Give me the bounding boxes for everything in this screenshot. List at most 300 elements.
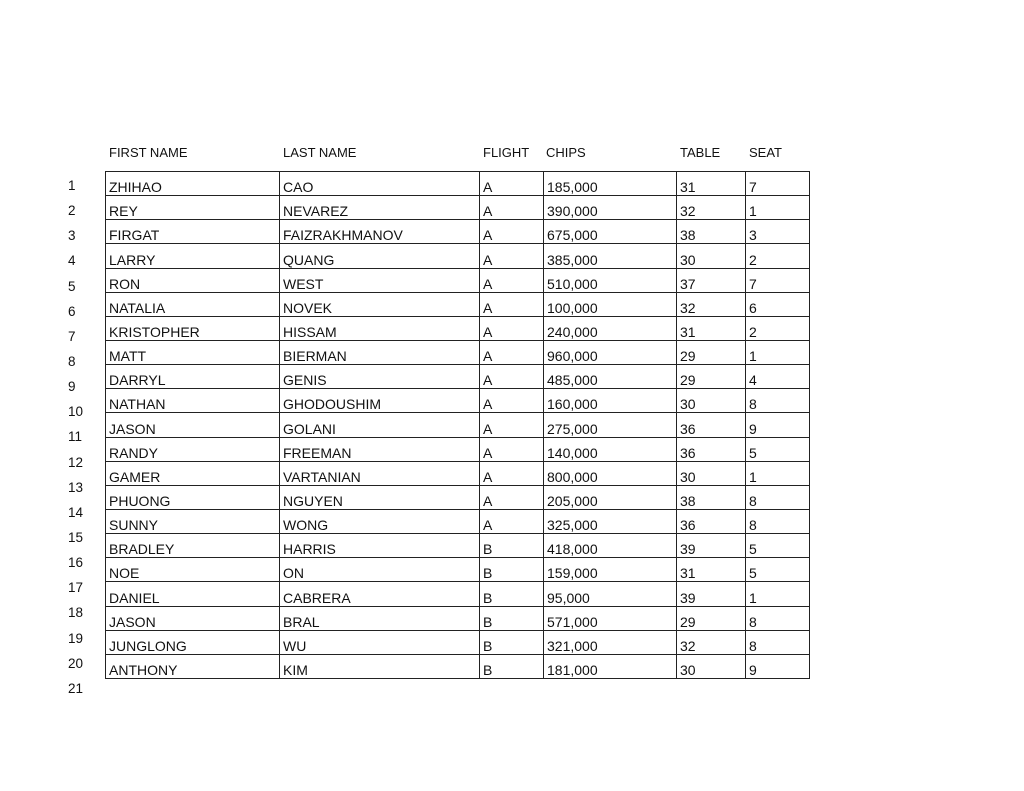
cell-first-name-text: JASON: [109, 613, 156, 630]
cell-table-text: 39: [680, 541, 696, 558]
cell-table: [677, 558, 746, 582]
cell-flight: [480, 292, 544, 316]
cell-flight-text: B: [483, 565, 493, 582]
table-row: [106, 654, 810, 678]
cell-seat: [746, 630, 810, 654]
cell-table-text: 29: [680, 613, 696, 630]
cell-seat: [746, 413, 810, 437]
cell-table-text: 37: [680, 275, 696, 292]
row-number: 15: [68, 529, 84, 545]
cell-last-name: [280, 630, 480, 654]
cell-seat: [746, 461, 810, 485]
cell-table: [677, 461, 746, 485]
cell-first-name-text: DANIEL: [109, 589, 160, 606]
cell-seat-text: 8: [749, 517, 757, 534]
cell-last-name-text: KIM: [283, 661, 308, 678]
cell-first-name-text: RANDY: [109, 444, 159, 461]
cell-seat-text: 2: [749, 323, 757, 340]
cell-chips: [544, 244, 677, 268]
cell-flight-text: A: [483, 323, 493, 340]
cell-seat: [746, 365, 810, 389]
cell-first-name: [106, 606, 280, 630]
cell-seat: [746, 389, 810, 413]
cell-first-name: [106, 365, 280, 389]
cell-flight-text: A: [483, 299, 493, 316]
cell-flight-text: A: [483, 444, 493, 461]
cell-table: [677, 220, 746, 244]
cell-flight: [480, 316, 544, 340]
cell-last-name-text: BIERMAN: [283, 348, 347, 365]
cell-table: [677, 485, 746, 509]
cell-last-name-text: CAO: [283, 179, 314, 196]
cell-seat-text: 5: [749, 541, 757, 558]
cell-flight: [480, 196, 544, 220]
row-number: 1: [68, 178, 76, 193]
cell-first-name: [106, 292, 280, 316]
cell-flight-text: B: [483, 637, 493, 654]
cell-chips: [544, 413, 677, 437]
cell-chips-text: 571,000: [547, 613, 598, 630]
cell-first-name: [106, 630, 280, 654]
table-row: [106, 630, 810, 654]
cell-flight: [480, 534, 544, 558]
cell-last-name: [280, 244, 480, 268]
cell-chips-text: 385,000: [547, 251, 598, 268]
row-number: 6: [68, 303, 76, 319]
cell-last-name-text: BRAL: [283, 613, 320, 630]
cell-first-name: [106, 509, 280, 533]
row-number: 16: [68, 555, 84, 571]
cell-table: [677, 172, 746, 196]
cell-last-name-text: CABRERA: [283, 589, 351, 606]
table-row: [106, 413, 810, 437]
cell-last-name-text: FREEMAN: [283, 444, 352, 461]
cell-flight: [480, 461, 544, 485]
cell-table-text: 30: [680, 661, 696, 678]
cell-last-name-text: FAIZRAKHMANOV: [283, 227, 403, 244]
cell-last-name: [280, 558, 480, 582]
cell-last-name: [280, 172, 480, 196]
cell-first-name: [106, 461, 280, 485]
cell-table: [677, 606, 746, 630]
table-row: [106, 558, 810, 582]
cell-seat-text: 1: [749, 348, 757, 365]
row-number: 9: [68, 379, 76, 395]
cell-table: [677, 196, 746, 220]
cell-first-name-text: ANTHONY: [109, 661, 178, 678]
table-row: [106, 437, 810, 461]
cell-flight-text: A: [483, 348, 493, 365]
cell-table: [677, 654, 746, 678]
row-number: 7: [68, 328, 76, 344]
cell-first-name-text: PHUONG: [109, 492, 171, 509]
cell-chips: [544, 316, 677, 340]
cell-first-name: [106, 413, 280, 437]
table-row: [106, 172, 810, 196]
cell-seat-text: 1: [749, 589, 757, 606]
cell-table: [677, 630, 746, 654]
cell-table-text: 38: [680, 492, 696, 509]
cell-seat-text: 2: [749, 251, 757, 268]
row-number: 17: [68, 580, 84, 596]
cell-last-name: [280, 365, 480, 389]
cell-flight-text: B: [483, 661, 493, 678]
cell-first-name: [106, 437, 280, 461]
table-row: [106, 220, 810, 244]
cell-last-name-text: HISSAM: [283, 323, 337, 340]
cell-flight: [480, 654, 544, 678]
cell-flight: [480, 365, 544, 389]
header-table: TABLE: [680, 145, 721, 160]
cell-seat: [746, 316, 810, 340]
cell-chips: [544, 534, 677, 558]
cell-chips-text: 95,000: [547, 589, 590, 606]
cell-table-text: 39: [680, 589, 696, 606]
cell-flight: [480, 389, 544, 413]
cell-flight-text: B: [483, 613, 493, 630]
row-number: 11: [68, 429, 83, 445]
column-headers: [0, 145, 1024, 161]
cell-table-text: 36: [680, 420, 696, 437]
cell-table-text: 32: [680, 203, 696, 220]
cell-table-text: 31: [680, 565, 696, 582]
cell-last-name: [280, 340, 480, 364]
header-seat: SEAT: [749, 145, 782, 160]
cell-flight: [480, 509, 544, 533]
cell-flight-text: A: [483, 468, 493, 485]
cell-flight-text: A: [483, 372, 493, 389]
cell-flight: [480, 558, 544, 582]
cell-seat-text: 8: [749, 396, 757, 413]
cell-seat: [746, 509, 810, 533]
cell-seat: [746, 606, 810, 630]
cell-seat-text: 9: [749, 661, 757, 678]
cell-last-name-text: NEVAREZ: [283, 203, 349, 220]
cell-table-text: 29: [680, 348, 696, 365]
cell-seat: [746, 268, 810, 292]
table-row: [106, 534, 810, 558]
cell-flight-text: B: [483, 589, 493, 606]
row-number: 19: [68, 630, 84, 646]
cell-chips: [544, 654, 677, 678]
cell-seat: [746, 534, 810, 558]
cell-table: [677, 244, 746, 268]
cell-last-name: [280, 316, 480, 340]
table-row: [106, 509, 810, 533]
cell-first-name-text: RON: [109, 275, 141, 292]
cell-first-name: [106, 654, 280, 678]
cell-chips-text: 100,000: [547, 299, 598, 316]
table-row: [106, 244, 810, 268]
cell-last-name: [280, 485, 480, 509]
cell-seat: [746, 558, 810, 582]
cell-flight: [480, 244, 544, 268]
cell-flight-text: B: [483, 541, 493, 558]
cell-flight-text: A: [483, 179, 493, 196]
cell-first-name: [106, 196, 280, 220]
cell-table: [677, 437, 746, 461]
table-row: [106, 196, 810, 220]
cell-chips-text: 390,000: [547, 203, 598, 220]
cell-chips-text: 325,000: [547, 517, 598, 534]
cell-seat-text: 7: [749, 275, 757, 292]
cell-first-name-text: ZHIHAO: [109, 179, 162, 196]
cell-table-text: 36: [680, 444, 696, 461]
row-number: 4: [68, 253, 76, 269]
cell-flight: [480, 340, 544, 364]
cell-first-name: [106, 558, 280, 582]
cell-flight: [480, 413, 544, 437]
header-last-name: LAST NAME: [283, 145, 357, 160]
row-number: 10: [68, 404, 84, 420]
cell-table-text: 30: [680, 468, 696, 485]
cell-chips-text: 321,000: [547, 637, 598, 654]
cell-last-name-text: NGUYEN: [283, 492, 343, 509]
cell-chips-text: 960,000: [547, 348, 598, 365]
cell-table: [677, 316, 746, 340]
cell-table-text: 36: [680, 517, 696, 534]
cell-first-name-text: MATT: [109, 348, 147, 365]
cell-first-name: [106, 268, 280, 292]
cell-chips-text: 185,000: [547, 179, 598, 196]
cell-table: [677, 509, 746, 533]
cell-seat-text: 3: [749, 227, 757, 244]
table-row: [106, 485, 810, 509]
cell-last-name: [280, 389, 480, 413]
cell-first-name-text: NATALIA: [109, 299, 166, 316]
cell-last-name: [280, 534, 480, 558]
cell-table-text: 30: [680, 396, 696, 413]
cell-first-name-text: LARRY: [109, 251, 156, 268]
cell-last-name-text: GHODOUSHIM: [283, 396, 381, 413]
cell-flight: [480, 582, 544, 606]
cell-seat: [746, 196, 810, 220]
cell-seat: [746, 172, 810, 196]
cell-table: [677, 292, 746, 316]
cell-seat-text: 5: [749, 444, 757, 461]
header-chips: CHIPS: [546, 145, 586, 160]
cell-last-name: [280, 413, 480, 437]
cell-table-text: 32: [680, 637, 696, 654]
cell-chips-text: 140,000: [547, 444, 598, 461]
table-body: [106, 172, 810, 679]
cell-seat-text: 1: [749, 203, 757, 220]
cell-first-name: [106, 244, 280, 268]
cell-flight-text: A: [483, 275, 493, 292]
cell-last-name-text: WONG: [283, 517, 329, 534]
cell-last-name: [280, 268, 480, 292]
cell-seat: [746, 582, 810, 606]
cell-last-name-text: NOVEK: [283, 299, 333, 316]
cell-chips: [544, 485, 677, 509]
header-first-name: FIRST NAME: [109, 145, 188, 160]
cell-flight: [480, 172, 544, 196]
cell-chips-text: 510,000: [547, 275, 598, 292]
cell-first-name-text: JASON: [109, 420, 156, 437]
cell-first-name: [106, 485, 280, 509]
row-numbers: [0, 172, 100, 700]
cell-first-name: [106, 389, 280, 413]
cell-seat-text: 7: [749, 179, 757, 196]
row-number: 13: [68, 479, 84, 495]
cell-seat: [746, 485, 810, 509]
cell-last-name-text: HARRIS: [283, 541, 336, 558]
table-row: [106, 340, 810, 364]
cell-seat: [746, 340, 810, 364]
cell-chips-text: 675,000: [547, 227, 598, 244]
cell-first-name: [106, 582, 280, 606]
cell-last-name: [280, 582, 480, 606]
cell-last-name: [280, 509, 480, 533]
cell-flight-text: A: [483, 420, 493, 437]
cell-chips: [544, 340, 677, 364]
cell-seat-text: 8: [749, 492, 757, 509]
table-row: [106, 582, 810, 606]
cell-chips-text: 240,000: [547, 323, 598, 340]
cell-chips: [544, 365, 677, 389]
row-number: 21: [68, 680, 84, 696]
cell-first-name-text: DARRYL: [109, 372, 166, 389]
cell-table: [677, 268, 746, 292]
cell-chips-text: 160,000: [547, 396, 598, 413]
table-row: [106, 365, 810, 389]
cell-seat-text: 8: [749, 613, 757, 630]
cell-chips: [544, 292, 677, 316]
cell-seat: [746, 244, 810, 268]
cell-first-name-text: JUNGLONG: [109, 637, 187, 654]
cell-first-name: [106, 220, 280, 244]
cell-table: [677, 340, 746, 364]
cell-chips-text: 800,000: [547, 468, 598, 485]
cell-last-name: [280, 437, 480, 461]
cell-first-name-text: BRADLEY: [109, 541, 175, 558]
cell-flight-text: A: [483, 227, 493, 244]
cell-chips: [544, 437, 677, 461]
cell-first-name: [106, 316, 280, 340]
row-number: 20: [68, 655, 84, 671]
cell-seat: [746, 292, 810, 316]
cell-flight-text: A: [483, 396, 493, 413]
cell-seat: [746, 654, 810, 678]
table-row: [106, 316, 810, 340]
cell-first-name-text: GAMER: [109, 468, 161, 485]
cell-flight-text: A: [483, 492, 493, 509]
cell-table: [677, 365, 746, 389]
cell-flight: [480, 485, 544, 509]
cell-seat: [746, 220, 810, 244]
table-row: [106, 461, 810, 485]
cell-chips: [544, 461, 677, 485]
cell-first-name-text: NATHAN: [109, 396, 166, 413]
cell-chips-text: 205,000: [547, 492, 598, 509]
cell-last-name-text: VARTANIAN: [283, 468, 361, 485]
header-flight: FLIGHT: [483, 145, 530, 160]
cell-chips-text: 181,000: [547, 661, 598, 678]
cell-chips: [544, 389, 677, 413]
cell-table: [677, 413, 746, 437]
cell-table-text: 38: [680, 227, 696, 244]
cell-chips: [544, 268, 677, 292]
cell-first-name: [106, 534, 280, 558]
cell-last-name: [280, 654, 480, 678]
cell-chips: [544, 630, 677, 654]
cell-seat-text: 6: [749, 299, 757, 316]
cell-last-name-text: WU: [283, 637, 307, 654]
cell-table-text: 31: [680, 323, 696, 340]
cell-seat-text: 5: [749, 565, 757, 582]
cell-last-name: [280, 196, 480, 220]
table-row: [106, 606, 810, 630]
cell-seat-text: 8: [749, 637, 757, 654]
cell-table: [677, 582, 746, 606]
cell-flight: [480, 220, 544, 244]
cell-seat: [746, 437, 810, 461]
cell-seat-text: 4: [749, 372, 757, 389]
cell-flight: [480, 437, 544, 461]
cell-table-text: 31: [680, 179, 696, 196]
cell-last-name: [280, 461, 480, 485]
cell-table-text: 29: [680, 372, 696, 389]
cell-chips: [544, 220, 677, 244]
row-number: 12: [68, 454, 84, 470]
row-number: 3: [68, 228, 76, 244]
cell-chips: [544, 172, 677, 196]
cell-flight-text: A: [483, 251, 493, 268]
cell-chips-text: 418,000: [547, 541, 598, 558]
cell-last-name-text: WEST: [283, 275, 324, 292]
cell-first-name-text: FIRGAT: [109, 227, 160, 244]
cell-chips-text: 159,000: [547, 565, 598, 582]
row-number: 5: [68, 278, 76, 294]
row-number: 14: [68, 504, 84, 520]
cell-chips: [544, 582, 677, 606]
cell-last-name-text: GOLANI: [283, 420, 336, 437]
cell-first-name-text: NOE: [109, 565, 140, 582]
cell-chips: [544, 606, 677, 630]
cell-last-name: [280, 606, 480, 630]
cell-table: [677, 534, 746, 558]
cell-last-name-text: QUANG: [283, 251, 335, 268]
row-number: 8: [68, 353, 76, 369]
cell-chips: [544, 558, 677, 582]
cell-first-name-text: SUNNY: [109, 517, 159, 534]
cell-flight: [480, 606, 544, 630]
chip-count-table: [105, 171, 810, 679]
cell-flight: [480, 630, 544, 654]
cell-first-name: [106, 172, 280, 196]
table-row: [106, 389, 810, 413]
cell-seat-text: 9: [749, 420, 757, 437]
cell-chips: [544, 196, 677, 220]
cell-table-text: 32: [680, 299, 696, 316]
cell-chips-text: 485,000: [547, 372, 598, 389]
cell-flight-text: A: [483, 517, 493, 534]
cell-last-name-text: ON: [283, 565, 304, 582]
cell-flight-text: A: [483, 203, 493, 220]
cell-flight: [480, 268, 544, 292]
cell-table-text: 30: [680, 251, 696, 268]
cell-chips: [544, 509, 677, 533]
cell-last-name: [280, 292, 480, 316]
cell-last-name-text: GENIS: [283, 372, 327, 389]
cell-first-name-text: REY: [109, 203, 138, 220]
cell-last-name: [280, 220, 480, 244]
table-row: [106, 268, 810, 292]
cell-first-name-text: KRISTOPHER: [109, 323, 200, 340]
cell-chips-text: 275,000: [547, 420, 598, 437]
row-number: 2: [68, 203, 76, 219]
cell-table: [677, 389, 746, 413]
